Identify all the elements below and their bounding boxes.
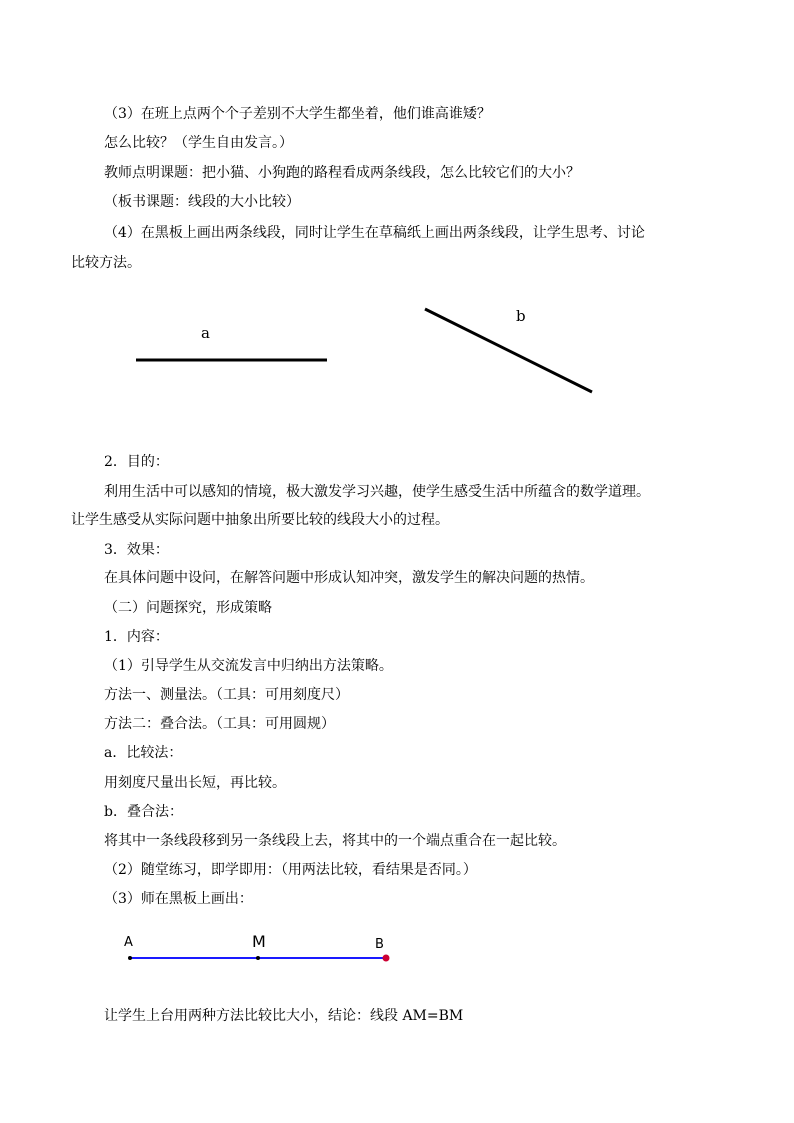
text-line: （4）在黑板上画出两条线段，同时让学生在草稿纸上画出两条线段，让学生思考、讨论 xyxy=(104,225,645,241)
text-line: 将其中一条线段移到另一条线段上去，将其中的一个端点重合在一起比较。 xyxy=(104,833,566,849)
text-line: 比较方法。 xyxy=(71,255,141,271)
text-line: 2．目的： xyxy=(104,454,169,470)
text-line: 在具体问题中设问，在解答问题中形成认知冲突，激发学生的解决问题的热情。 xyxy=(104,570,594,586)
segments-figure xyxy=(120,300,620,410)
text-line: 3．效果： xyxy=(104,542,169,558)
text-line: （2）随堂练习，即学即用：（用两法比较，看结果是否同。） xyxy=(104,862,477,878)
segment-b xyxy=(425,309,592,392)
segment-a-label: a xyxy=(201,324,210,342)
text-line: 怎么比较？（学生自由发言。） xyxy=(104,135,293,151)
point-b xyxy=(383,955,390,962)
point-a-label: A xyxy=(124,935,133,950)
text-line: 让学生感受从实际问题中抽象出所要比较的线段大小的过程。 xyxy=(71,512,449,528)
point-b-label: B xyxy=(375,937,384,952)
text-line: 方法二：叠合法。（工具：可用圆规） xyxy=(104,716,335,732)
text-line: b．叠合法： xyxy=(104,804,183,820)
text-line: 方法一、测量法。（工具：可用刻度尺） xyxy=(104,687,349,703)
text-line: （3）在班上点两个个子差别不大学生都坐着，他们谁高谁矮？ xyxy=(104,106,491,122)
text-line: 1．内容： xyxy=(104,629,169,645)
segment-b-label: b xyxy=(516,307,526,325)
text-line: （1）引导学生从交流发言中归纳出方法策略。 xyxy=(104,658,393,674)
point-m xyxy=(256,956,260,960)
point-m-label: M xyxy=(252,932,266,951)
text-line: a．比较法： xyxy=(104,745,183,761)
text-line: 用刻度尺量出长短，再比较。 xyxy=(104,775,286,791)
point-a xyxy=(128,956,132,960)
text-line: （板书课题：线段的大小比较） xyxy=(104,194,300,210)
text-line: （3）师在黑板上画出： xyxy=(104,891,253,907)
text-line: 让学生上台用两种方法比较比大小，结论：线段 AM=BM xyxy=(104,1008,464,1024)
text-line: 教师点明课题：把小猫、小狗跑的路程看成两条线段，怎么比较它们的大小？ xyxy=(104,165,580,181)
text-line: （二）问题探究，形成策略 xyxy=(104,600,272,616)
text-line: 利用生活中可以感知的情境，极大激发学习兴趣，使学生感受生活中所蕴含的数学道理。 xyxy=(104,484,650,500)
